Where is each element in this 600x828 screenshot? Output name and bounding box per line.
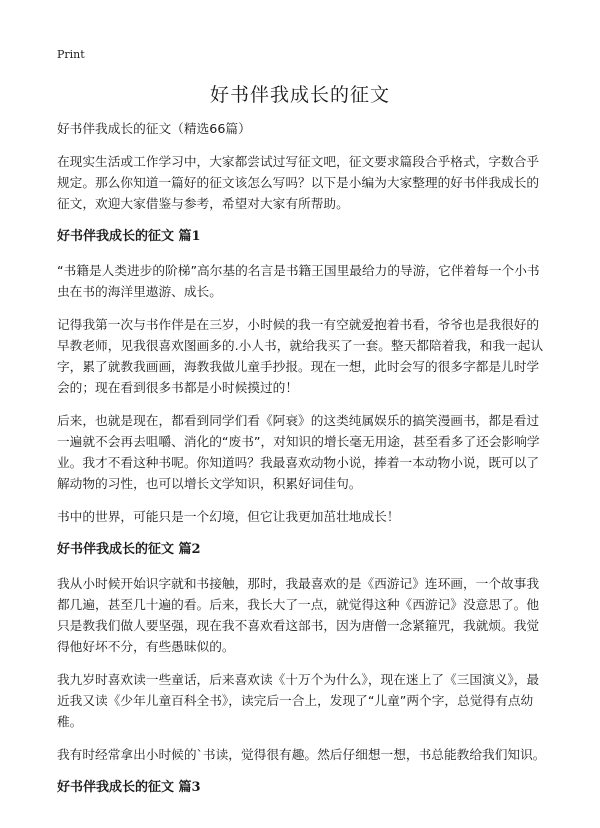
paragraph: 我从小时候开始识字就和书接触，那时，我最喜欢的是《西游记》连环画，一个故事我都几遍，甚至几十遍的看。后来，我长大了一点，就觉得这种《西游记》没意思了。他只是教我们做人要坚强，现在我不喜欢看这部书，因为唐僧一念紧箍咒，我就烦。我觉得他好坏不分，有些愚昧似的。 [57,576,540,654]
paragraph: 后来，也就是现在，都看到同学们看《阿衰》的这类纯属娱乐的搞笑漫画书，都是看过一遍就不会再去咀嚼、消化的“废书”，对知识的增长毫无用途，甚至看多了还会影响学业。我才不看这种书呢。你知道吗？我最喜欢动物小说，捧着一本动物小说，既可以了解动物的习性，也可以增长文学知识，积累好词佳句。 [57,413,540,491]
article-body [57,118,549,811]
article-subtitle: 好书伴我成长的征文（精选66篇） [57,121,251,136]
paragraph: “书籍是人类进步的阶梯”高尔基的名言是书籍王国里最给力的导游，它伴着每一个小书虫在书的海洋里遨游、成长。 [57,263,540,299]
paragraph: 我九岁时喜欢读一些童话，后来喜欢读《十万个为什么》，现在迷上了《三国演义》，最近我又读《少年儿童百科全书》，读完后一合上，发现了“儿童”两个字，总觉得有点幼稚。 [57,672,540,729]
paragraph: 记得我第一次与书作伴是在三岁，小时候的我一有空就爱抱着书看，爷爷也是我很好的早教老师，见我很喜欢图画多的.小人书，就给我买了一套。整天都陪着我，和我一起认字，累了就教我画画，海教我做儿童手抄报。现在一想，此时会写的很多字都是儿时学会的；现在看到很多书都是小时候摸过的！ [57,317,544,395]
section-heading-3: 好书伴我成长的征文 篇3 [57,780,201,795]
paragraph: 我有时经常拿出小时候的`书读，觉得很有趣。然后仔细想一想，书总能教给我们知识。 [57,747,546,762]
intro-paragraph: 在现实生活或工作学习中，大家都尝试过写征文吧，征文要求篇段合乎格式，字数合乎规定。那么你知道一篇好的征文该怎么写吗？以下是小编为大家整理的好书伴我成长的征文，欢迎大家借鉴与参考，希望对大家有所帮助。 [57,154,540,211]
print-link[interactable]: Print [57,48,85,61]
page-title: 好书伴我成长的征文 [209,84,390,106]
section-heading-2: 好书伴我成长的征文 篇2 [57,542,201,557]
section-heading-1: 好书伴我成长的征文 篇1 [57,229,201,244]
paragraph: 书中的世界，可能只是一个幻境，但它让我更加茁壮地成长！ [57,509,400,524]
